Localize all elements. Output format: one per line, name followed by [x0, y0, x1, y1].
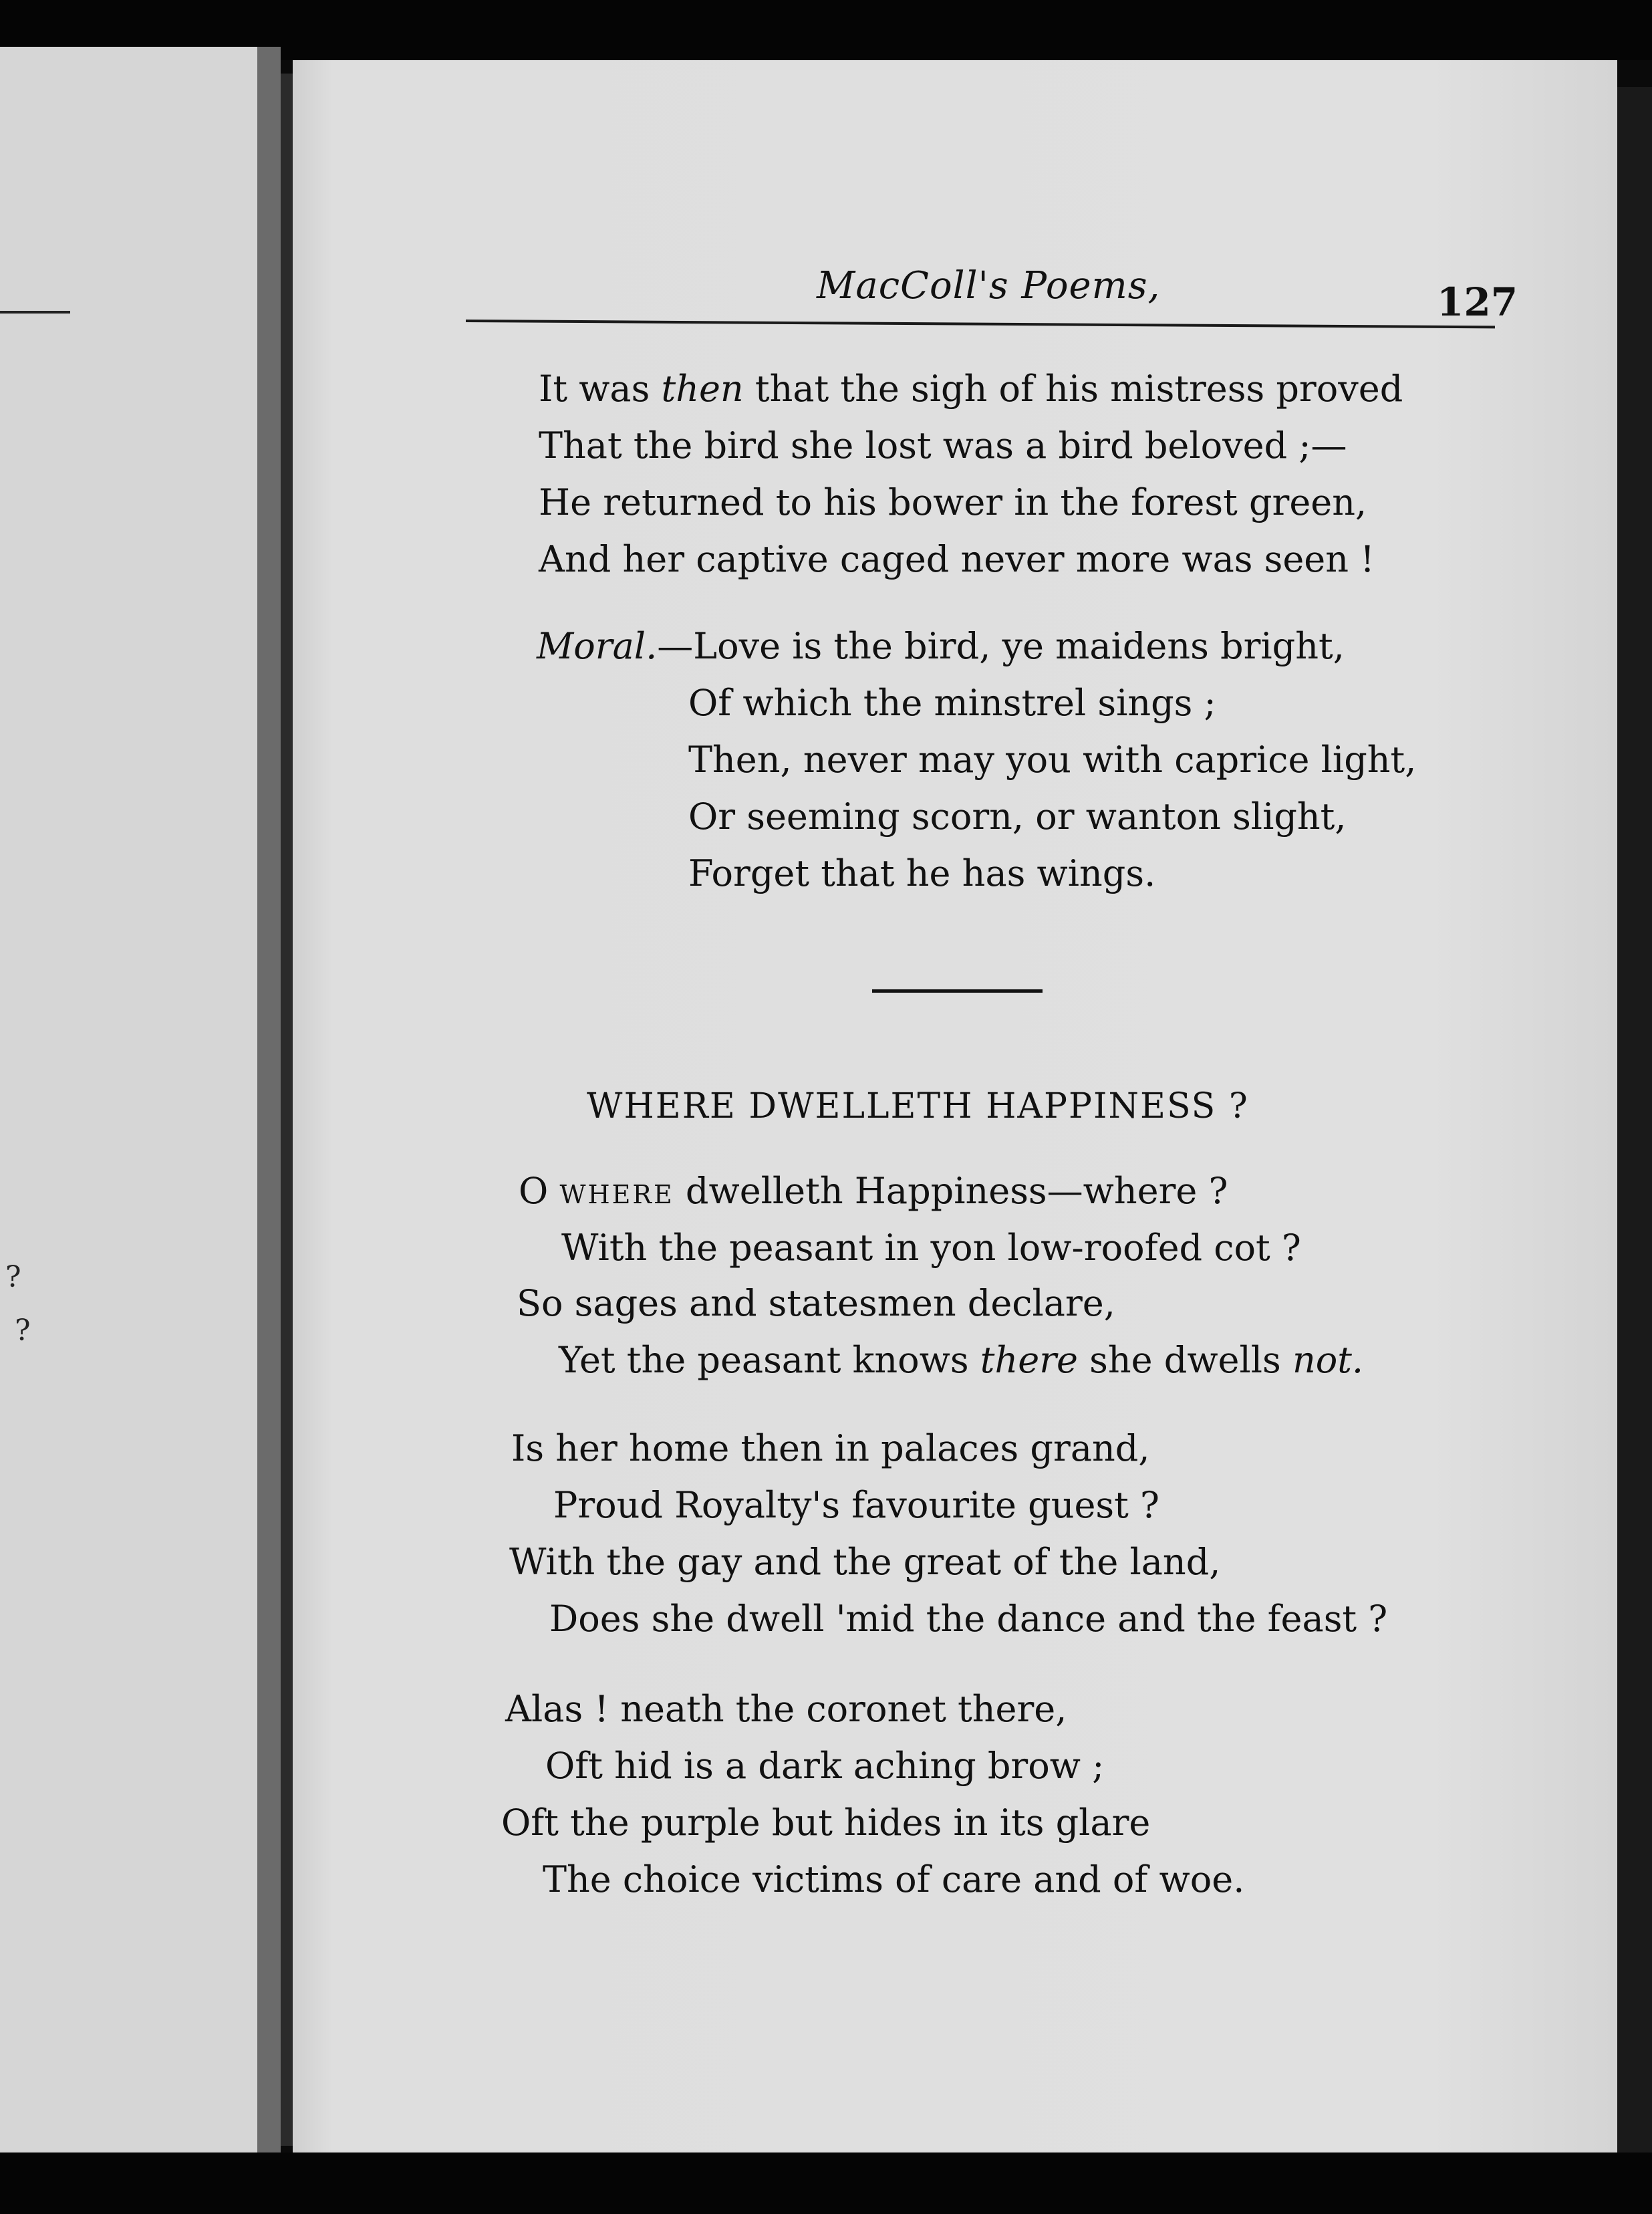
moral-line: Then, never may you with caprice light, [688, 739, 1417, 781]
facing-page [0, 47, 257, 2159]
moral-line: Or seeming scorn, or wanton slight, [688, 795, 1347, 838]
book-gutter [257, 47, 281, 2159]
verse-line: With the peasant in yon low-roofed cot ? [561, 1227, 1301, 1269]
poem-title: WHERE DWELLETH HAPPINESS ? [587, 1086, 1249, 1126]
page-edge-shadow [1617, 87, 1652, 2152]
facing-page-rule [0, 311, 70, 314]
facing-page-glyph: ? [5, 1260, 21, 1294]
verse-line: And her captive caged never more was seen ! [539, 538, 1375, 580]
scan-bottom-border [0, 2152, 1652, 2214]
book-spine-shadow [281, 74, 293, 2146]
verse-line: So sages and statesmen declare, [517, 1282, 1115, 1324]
verse-line: The choice victims of care and of woe. [543, 1858, 1245, 1900]
verse-line: Yet the peasant knows there she dwells not. [559, 1339, 1364, 1381]
verse-line: Oft hid is a dark aching brow ; [545, 1745, 1105, 1787]
verse-line: Proud Royalty's favourite guest ? [553, 1484, 1159, 1526]
verse-line: O where dwelleth Happiness—where ? [519, 1170, 1228, 1212]
facing-page-glyph: ? [15, 1314, 31, 1348]
moral-line: Forget that he has wings. [688, 852, 1156, 894]
verse-line: It was then that the sigh of his mistress proved [539, 368, 1403, 410]
verse-line: He returned to his bower in the forest green, [539, 481, 1367, 523]
moral-line: Of which the minstrel sings ; [688, 682, 1216, 724]
verse-line: Alas ! neath the coronet there, [505, 1688, 1067, 1730]
section-separator [872, 989, 1043, 993]
moral-line: Moral.—Love is the bird, ye maidens bright, [537, 625, 1345, 667]
running-head: MacColl's Poems, [817, 264, 1161, 308]
page-number: 127 [1437, 279, 1518, 325]
verse-line: Oft the purple but hides in its glare [501, 1802, 1151, 1844]
verse-line: That the bird she lost was a bird beloved ;— [539, 424, 1347, 467]
verse-line: With the gay and the great of the land, [509, 1541, 1221, 1583]
verse-line: Does she dwell 'mid the dance and the feast ? [549, 1598, 1388, 1640]
moral-label: Moral. [537, 625, 658, 667]
verse-line: Is her home then in palaces grand, [511, 1427, 1150, 1469]
